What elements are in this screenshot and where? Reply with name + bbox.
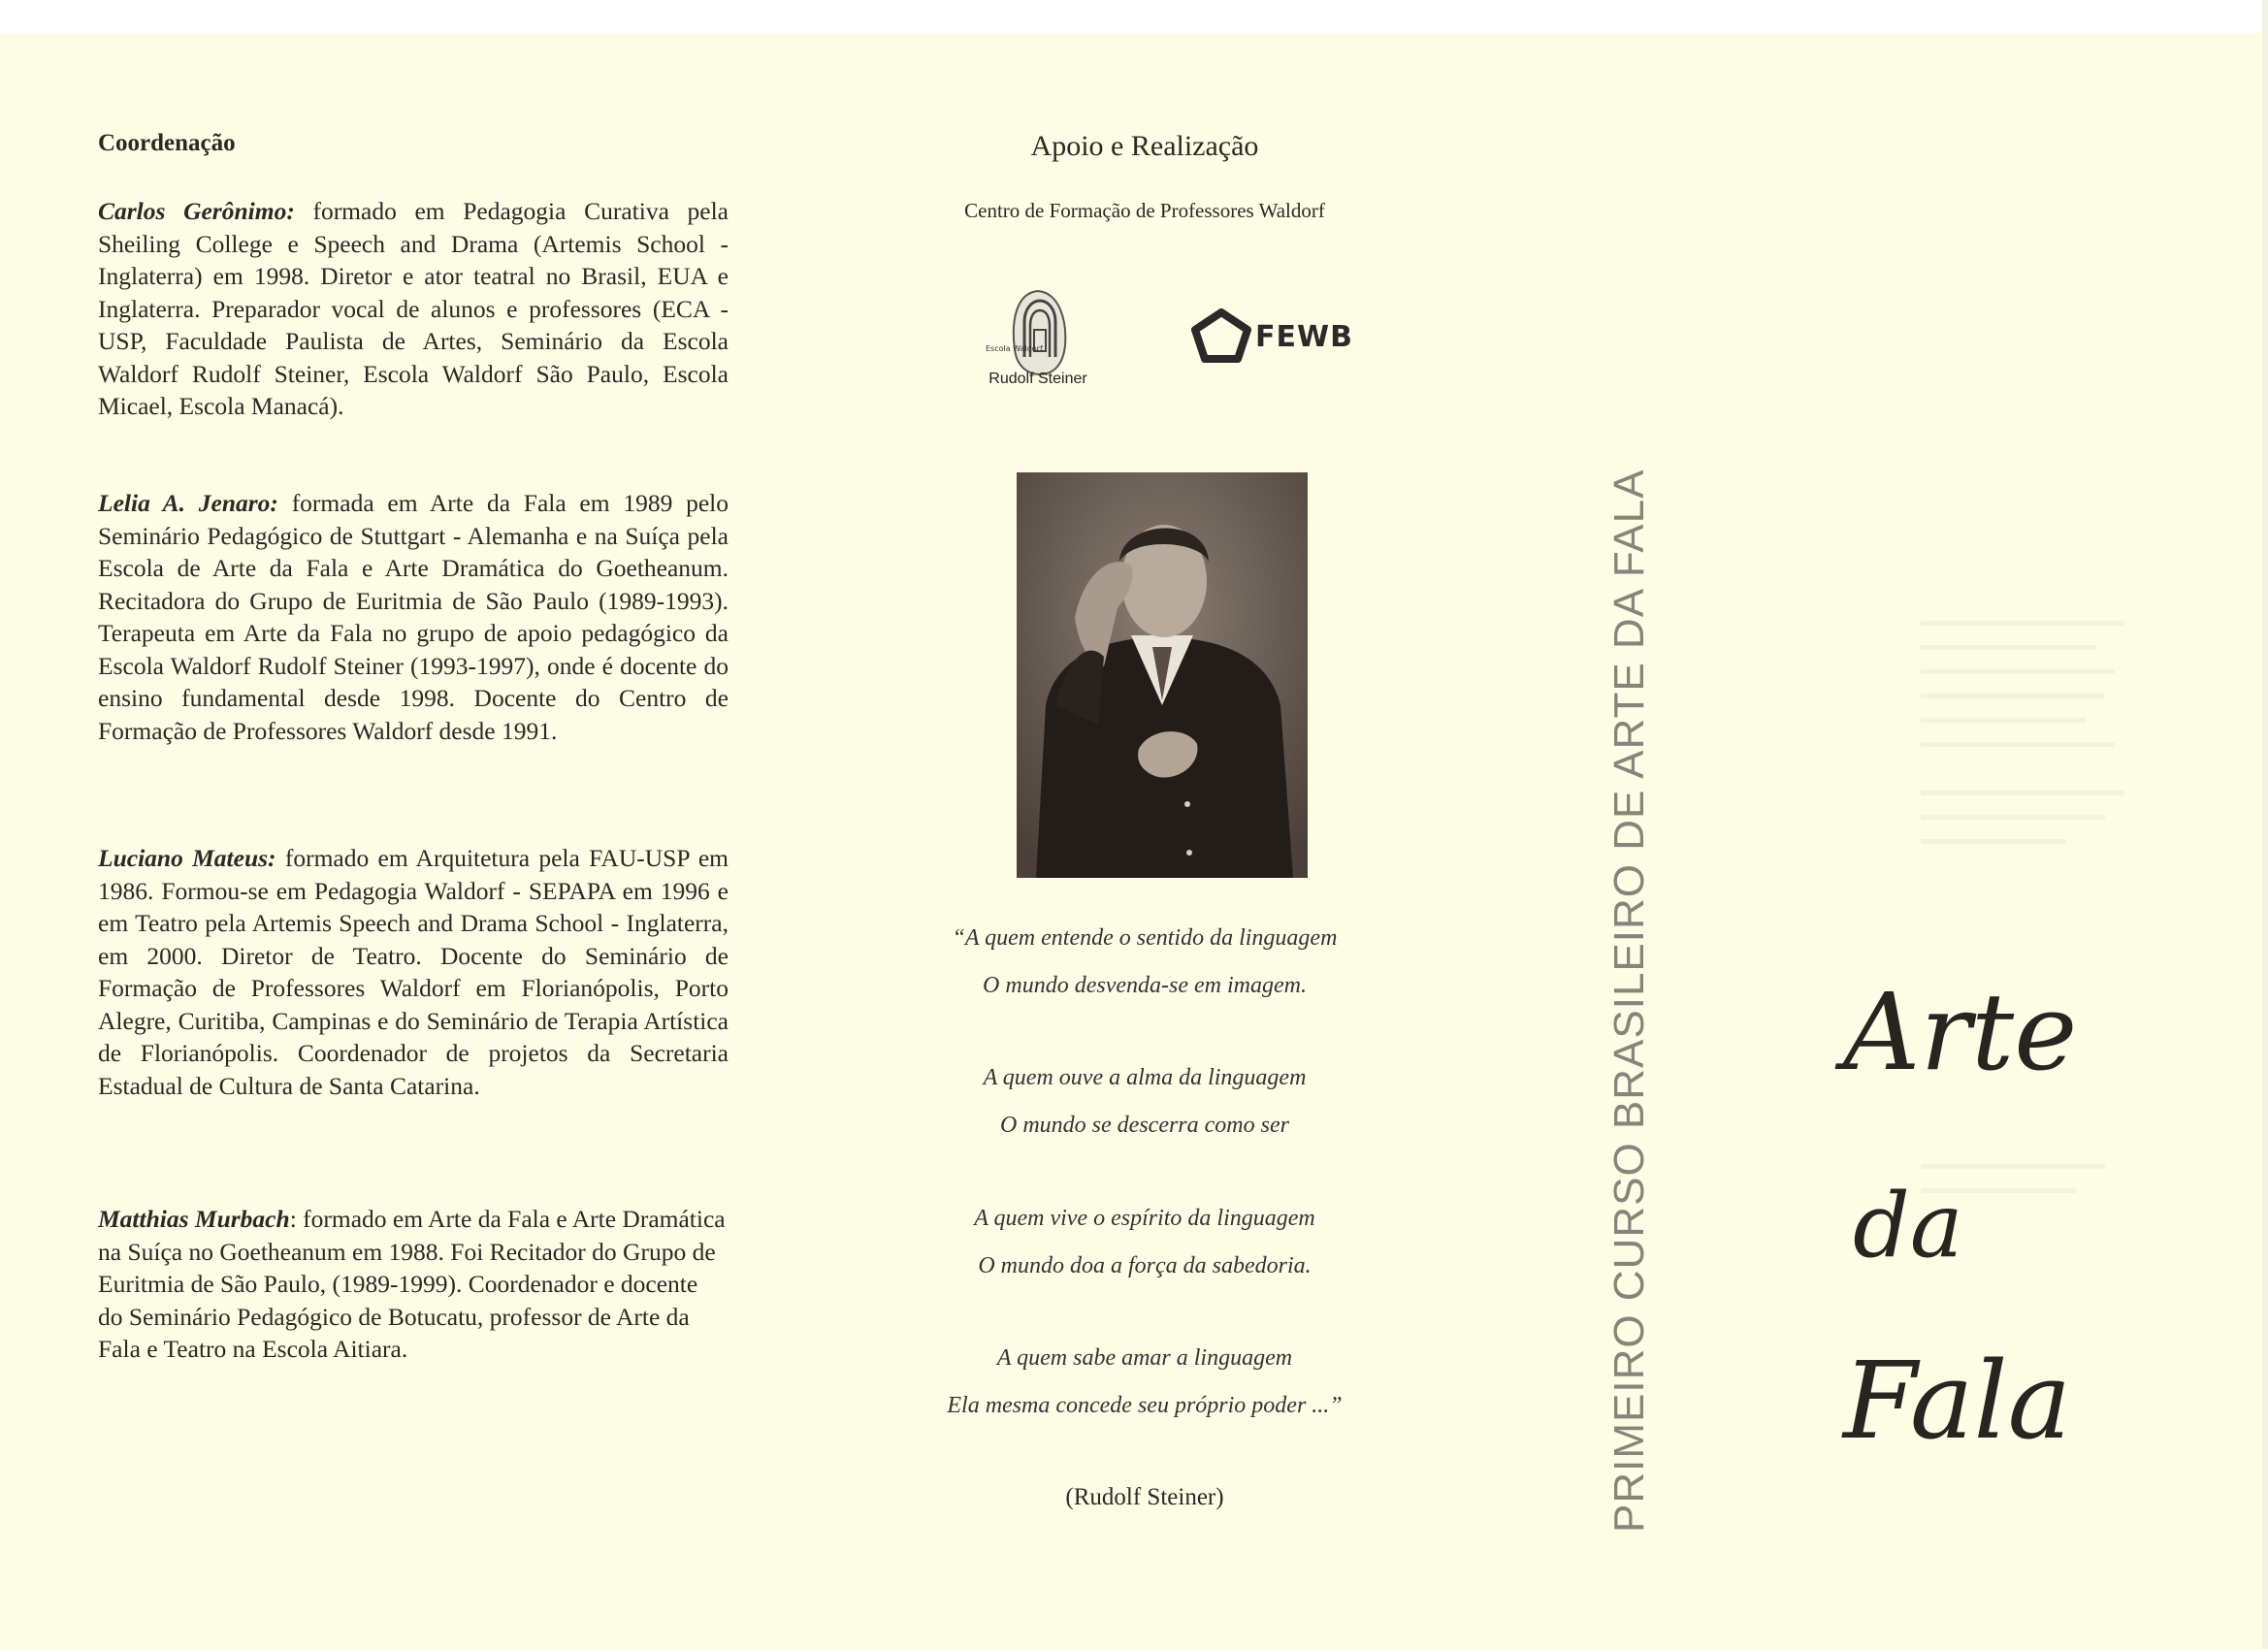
scan-top-margin	[0, 0, 2268, 33]
bio-lelia-jenaro	[98, 487, 729, 747]
show-through-line	[1921, 694, 2105, 698]
cover-title-line: Fala	[1843, 1339, 2072, 1463]
bio-text: formada em Arte da Fala em 1989 pelo Seminário Pedagógico de Stuttgart - Alemanha e na Suíça pela Escola de Arte da Fala e Arte Dramática do Goetheanum. Recitadora do Grupo de Euritmia de São Paulo (1989-1993). Terapeuta em Arte da Fala no grupo de apoio pedagógico da Escola Waldorf Rudolf Steiner (1993-1997), onde é docente do ensino fundamental desde 1998. Docente do Centro de Formação de Professores Waldorf desde 1991.	[98, 489, 729, 745]
cover-title-line: da	[1853, 1174, 1963, 1277]
quote-line: Ela mesma concede seu próprio poder ...”	[947, 1393, 1343, 1418]
logo-small-text: Escola Waldorf	[986, 344, 1043, 353]
quote-line: O mundo se descerra como ser	[1000, 1113, 1289, 1138]
bio-text: formado em Pedagogia Curativa pela Sheiling College e Speech and Drama (Artemis School - Inglaterra) em 1998. Diretor e ator teatral no Brasil, EUA e Inglaterra. Preparador vocal de alunos e professores (ECA - USP, Faculdade Paulista de Artes, Seminário da Escola Waldorf Rudolf Steiner, Escola Waldorf São Paulo, Escola Micael, Escola Manacá).	[98, 197, 729, 420]
vertical-course-title: PRIMEIRO CURSO BRASILEIRO DE ARTE DA FALA	[1605, 469, 1653, 1533]
pentagon-logo-icon	[1191, 308, 1251, 363]
school-logo-label: Rudolf Steiner	[988, 371, 1087, 387]
quote-line: A quem vive o espírito da linguagem	[974, 1206, 1315, 1231]
bio-carlos-geronimo	[98, 195, 729, 423]
quote-line: O mundo doa a força da sabedoria.	[978, 1253, 1312, 1278]
bio-text: formado em Arquitetura pela FAU-USP em 1986. Formou-se em Pedagogia Waldorf - SEPAPA em 1996 e em Teatro pela Artemis Speech and Drama School - Inglaterra, em 2000. Diretor de Teatro. Docente do Seminário de Formação de Professores Waldorf em Florianópolis, Porto Alegre, Curitiba, Campinas e do Seminário de Terapia Artística de Florianópolis. Coordenador de projetos da Secretaria Estadual de Cultura de Santa Catarina.	[98, 844, 729, 1100]
section-heading: Coordenação	[98, 130, 236, 156]
bio-name: Luciano Mateus:	[98, 844, 276, 872]
bio-name: Carlos Gerônimo:	[98, 197, 295, 225]
scan-right-edge	[2262, 0, 2268, 1649]
bio-name: Matthias Murbach	[98, 1205, 290, 1233]
show-through-line	[1921, 815, 2105, 820]
support-organization: Centro de Formação de Professores Waldorf	[964, 199, 1325, 222]
cover-title	[1824, 970, 2212, 1562]
quote-line: A quem sabe amar a linguagem	[996, 1345, 1293, 1371]
fewb-logo-label: FEWB	[1255, 320, 1353, 354]
quote-author: (Rudolf Steiner)	[1065, 1484, 1224, 1510]
bio-text: : formado em Arte da Fala e Arte Dramática na Suíça no Goetheanum em 1988. Foi Recitador do Grupo de Euritmia de São Paulo, (1989-1999). Coordenador e docente do Seminário Pedagógico de Botucatu, professor de Arte da Fala e Teatro na Escola Aitiara.	[98, 1205, 726, 1363]
quote-line: “A quem entende o sentido da linguagem	[952, 925, 1338, 951]
show-through-line	[1921, 742, 2115, 747]
show-through-line	[1921, 791, 2124, 795]
bio-matthias-murbach	[98, 1203, 729, 1366]
support-title: Apoio e Realização	[1030, 130, 1259, 162]
show-through-line	[1921, 839, 2066, 844]
bio-name: Lelia A. Jenaro:	[98, 489, 278, 517]
show-through-line	[1921, 621, 2124, 626]
show-through-line	[1921, 645, 2095, 650]
cover-title-line: Arte	[1843, 970, 2078, 1094]
show-through-line	[1921, 718, 2086, 723]
quote-line: A quem ouve a alma da linguagem	[983, 1065, 1307, 1090]
quote-line: O mundo desvenda-se em imagem.	[983, 973, 1307, 998]
show-through-line	[1921, 669, 2115, 674]
bio-luciano-mateus	[98, 842, 729, 1102]
rudolf-steiner-portrait-image	[1017, 472, 1308, 878]
coordination-section	[98, 130, 729, 178]
